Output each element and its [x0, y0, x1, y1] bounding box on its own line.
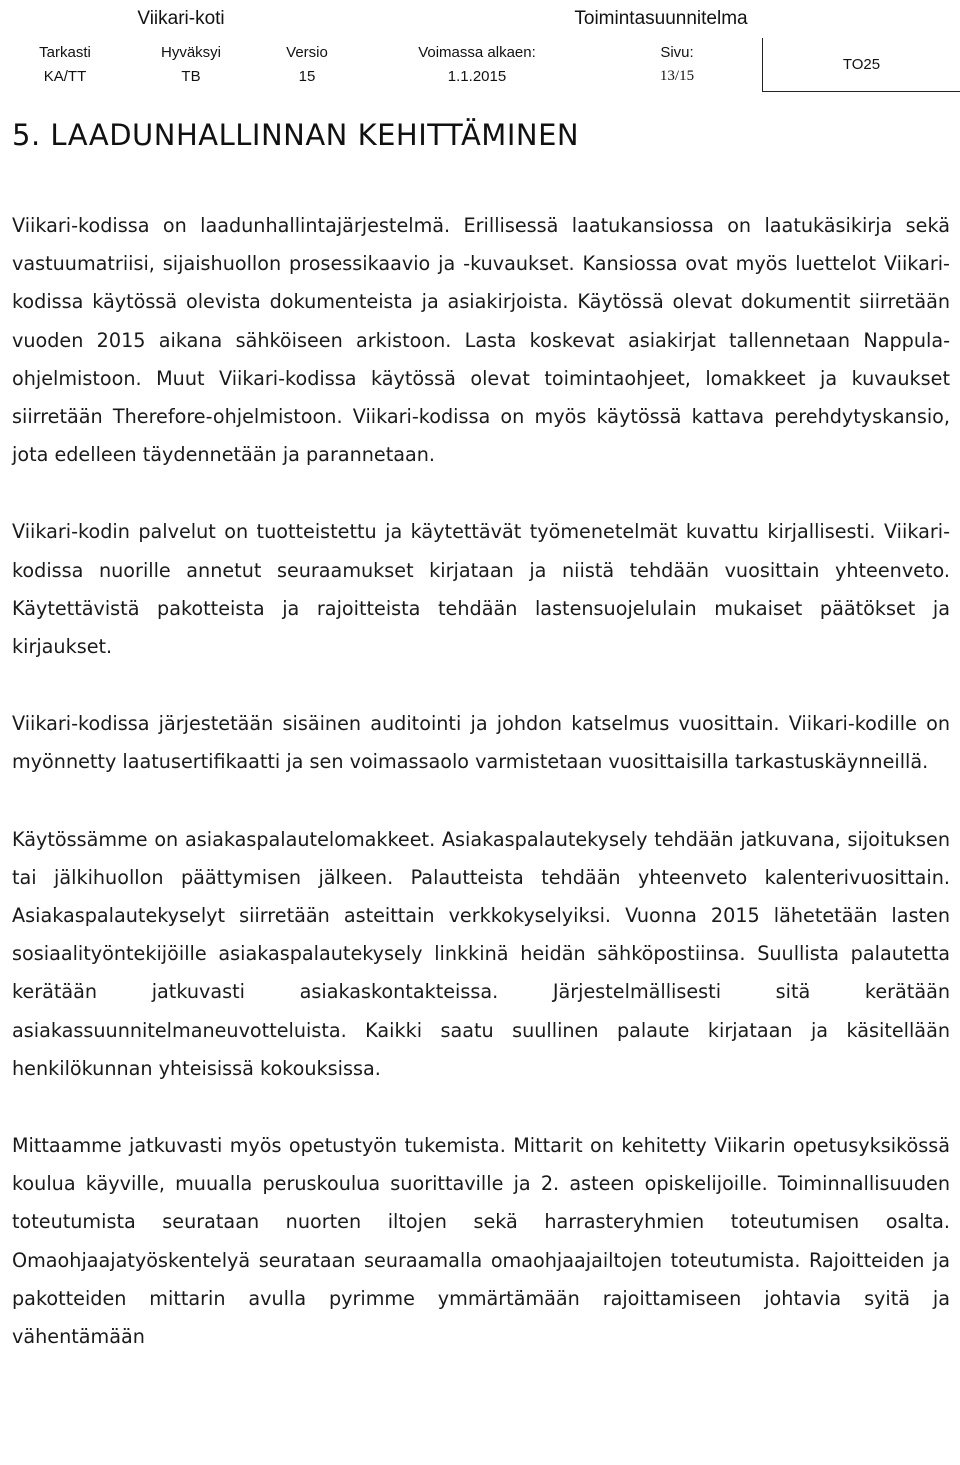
org-name: Viikari-koti [137, 8, 225, 29]
label-version: Versio [286, 44, 328, 61]
value-approved: TB [181, 67, 201, 85]
paragraph-measurement: Mittaamme jatkuvasti myös opetustyön tukemista. Mittarit on kehitetty Viikarin opetusyksikössä koulua käyville, muualla peruskoulua suorittaville ja 2. asteen opiskelijoille. Toiminnallisuuden toteutumista seurataan nuorten iltojen sekä harrasteryhmien toteutumisen osalta. Omaohjaajatyöskentelyä seurataan seuraamalla omaohjaajailtojen toteutumista. Rajoitteiden ja pakotteiden mittarin avulla pyrimme ymmärtämään rajoittamiseen johtavia syitä ja vähentämään [12, 1134, 950, 1349]
value-checked: KA/TT [43, 67, 87, 85]
document-header [0, 0, 960, 92]
body-text [12, 207, 950, 1395]
label-checked: Tarkasti [39, 44, 91, 61]
label-approved: Hyväksyi [160, 44, 221, 61]
paragraph-customer-feedback: Käytössämme on asiakaspalautelomakkeet. Asiakaspalautekysely tehdään jatkuvana, sijoituksen tai jälkihuollon päättymisen jälkeen. Palautteista tehdään yhteenveto kalenterivuosittain. Asiakaspalautekyselyt siirretään asteittain verkkokyselyiksi. Vuonna 2015 lähetetään lasten sosiaalityöntekijöille asiakaspalautekysely linkkinä heidän sähköpostiinsa. Suullista palautetta kerätään jatkuvasti asiakaskontakteissa. Järjestelmällisesti sitä kerätään asiakassuunnitelmaneuvotteluista. Kaikki saatu suullinen palaute kirjataan ja käsitellään henkilökunnan yhteisissä kokouksissa. [12, 827, 950, 1080]
doc-title: Toimintasuunnitelma [574, 8, 748, 29]
header-label-row [0, 38, 960, 61]
value-valid-from: 1.1.2015 [447, 67, 507, 85]
label-valid-from: Voimassa alkaen: [418, 44, 536, 61]
paragraph-document-management: Viikari-kodissa on laadunhallintajärjestelmä. Erillisessä laatukansiossa on laatukäsikirja sekä vastuumatriisi, sijaishuollon prosessikaavio ja -kuvaukset. Kansiossa ovat myös luettelot Viikari-kodissa käytössä olevista dokumenteista ja asiakirjoista. Käytössä olevat dokumentit siirretään vuoden 2015 aikana sähköiseen arkistoon. Lasta koskevat asiakirjat tallennetaan Nappula-ohjelmistoon. Muut Viikari-kodissa käytössä olevat toimintaohjeet, lomakkeet ja kuvaukset siirretään Therefore-ohjelmistoon. Viikari-kodissa on myös käytössä kattava perehdytyskansio, jota edelleen täydennetään ja parannetaan. [12, 214, 950, 467]
doc-code: TO25 [763, 38, 960, 91]
value-page: 13/15 [659, 67, 695, 84]
header-title-row [0, 0, 960, 38]
label-page: Sivu: [660, 44, 694, 61]
section-title: 5. LAADUNHALLINNAN KEHITTÄMINEN [12, 118, 580, 152]
paragraph-services: Viikari-kodin palvelut on tuotteistettu ja käytettävät työmenetelmät kuvattu kirjallisesti. Viikari-kodissa nuorille annetut seuraamukset kirjataan ja niistä tehdään vuosittain yhteenveto. Käytettävistä pakotteista ja rajoitteista tehdään lastensuojelulain mukaiset päätökset ja kirjaukset. [12, 520, 950, 659]
value-version: 15 [298, 67, 316, 85]
paragraph-auditing: Viikari-kodissa järjestetään sisäinen auditointi ja johdon katselmus vuosittain. Viikari-kodille on myönnetty laatusertifikaatti ja sen voimassaolo varmistetaan vuosittaisilla tarkastuskäynneillä. [12, 712, 950, 774]
